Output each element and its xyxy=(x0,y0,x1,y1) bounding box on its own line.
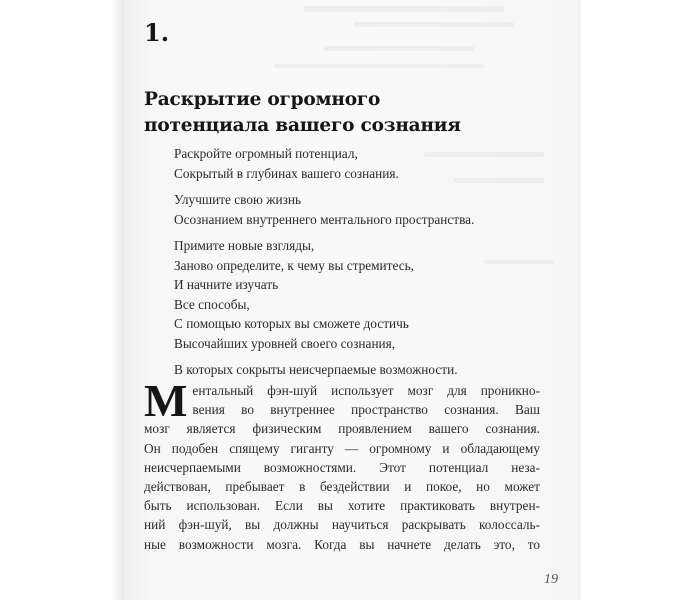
body-line: ентальный фэн-шуй использует мозг для проникно- xyxy=(192,383,540,398)
bleed-through-mark xyxy=(304,6,504,12)
body-line: вения во внутреннее пространство сознания. Ваш xyxy=(192,402,540,418)
poem-line: Заново определите, к чему вы стремитесь, xyxy=(174,257,414,273)
body-line: мозг является физическим проявлением вашего сознания. xyxy=(144,421,540,437)
page-number: 19 xyxy=(544,572,558,587)
body-line: Он подобен спящему гиганту — огромному и обладающему xyxy=(144,440,540,456)
poem-line: Осознанием внутреннего ментального пространства. xyxy=(174,211,475,227)
page-edge xyxy=(578,0,582,600)
body-line: быть использован. Если вы хотите практиковать внутрен- xyxy=(144,498,540,514)
poem-stanza xyxy=(174,360,514,380)
poem-line: Высочайших уровней своего сознания, xyxy=(174,335,396,351)
poem-line: Примите новые взгляды, xyxy=(174,238,315,253)
chapter-title xyxy=(144,87,564,139)
body-line: неисчерпаемыми возможностями. Этот потенциал неза- xyxy=(144,459,540,475)
epigraph-poem xyxy=(174,144,514,387)
chapter-title-line-2: потенциала вашего сознания xyxy=(144,115,461,136)
body-paragraph xyxy=(144,375,540,554)
body-line: ний фэн-шуй, вы должны научиться раскрывать колоссаль- xyxy=(144,517,540,533)
poem-stanza xyxy=(174,190,514,229)
poem-line: Улучшите свою жизнь xyxy=(174,192,302,207)
poem-line: И начните изучать xyxy=(174,277,279,292)
body-line: действован, пребывает в бездействии и покое, но может xyxy=(144,479,540,495)
poem-line: С помощью которых вы сможете достичь xyxy=(174,316,409,331)
poem-line: В которых сокрыты неисчерпаемые возможности. xyxy=(174,362,458,377)
bleed-through-mark xyxy=(324,46,474,51)
poem-line: Раскройте огромный потенциал, xyxy=(174,146,358,161)
body-line: ные возможности мозга. Когда вы начнете делать это, то xyxy=(144,536,540,552)
poem-line: Сокрытый в глубинах вашего сознания. xyxy=(174,165,399,181)
bleed-through-mark xyxy=(274,64,484,68)
bleed-through-mark xyxy=(354,22,514,27)
drop-cap: М xyxy=(144,375,188,426)
book-page xyxy=(124,0,578,600)
poem-stanza xyxy=(174,144,514,183)
poem-stanza xyxy=(174,236,514,353)
chapter-title-line-1: Раскрытие огромного xyxy=(144,89,381,110)
poem-line: Все способы, xyxy=(174,296,250,312)
chapter-number: 1. xyxy=(144,18,170,47)
